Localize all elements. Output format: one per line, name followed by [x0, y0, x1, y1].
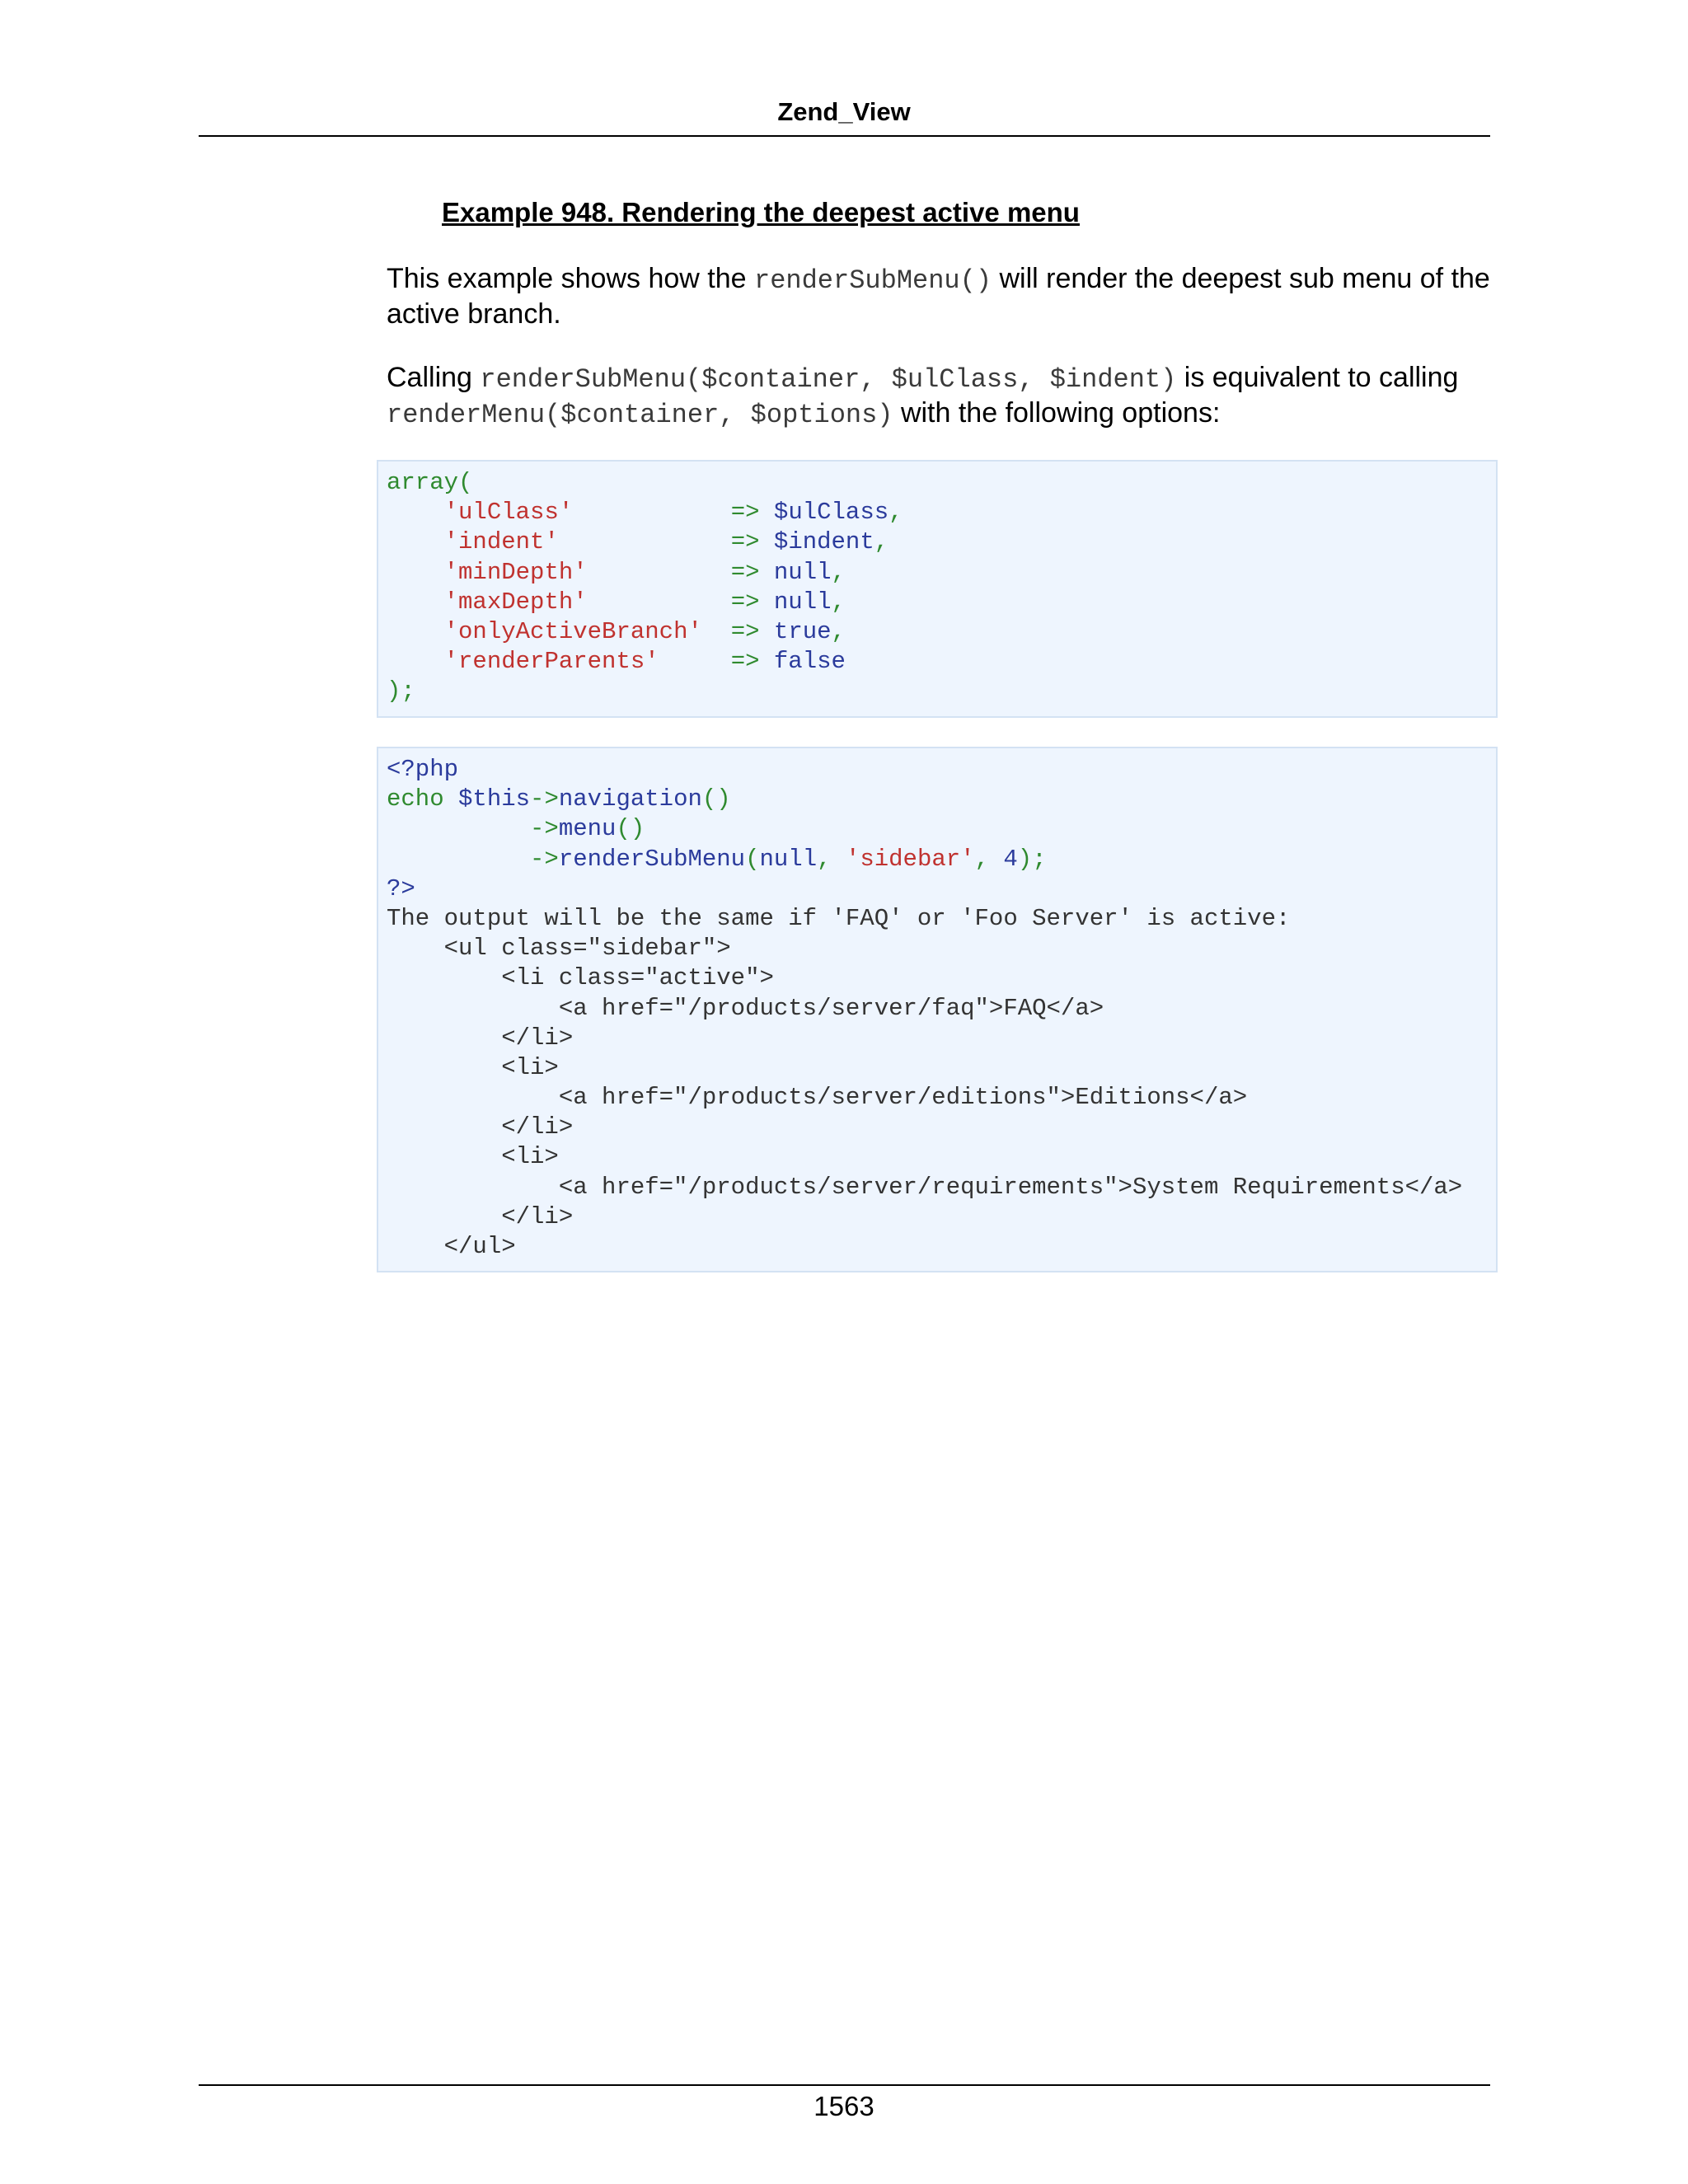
code-line: [387, 874, 1462, 904]
code-token: echo: [387, 785, 444, 813]
code-token: </ul>: [387, 1233, 516, 1260]
code-token: $this: [458, 785, 531, 813]
code-token: [387, 815, 530, 842]
code-token: [659, 648, 731, 675]
code-line: [387, 934, 1462, 963]
code-line: [387, 963, 1462, 993]
code-line: [387, 617, 903, 647]
code-token: <ul class="sidebar">: [387, 935, 731, 963]
code-token: ,: [874, 528, 889, 556]
header-divider: [199, 135, 1490, 137]
intro-text-after: will render the deepest sub menu of the active branch.: [387, 263, 1490, 330]
code-token: 'maxDepth': [443, 588, 588, 616]
code-token: null: [773, 558, 832, 586]
code-line: [387, 845, 1462, 874]
code-token: <a href="/products/server/faq">FAQ</a>: [387, 994, 1104, 1022]
code-token: [559, 528, 731, 555]
code-token: [760, 559, 774, 586]
code-token: navigation: [558, 785, 702, 813]
code-token: (): [616, 815, 645, 843]
code-token: (): [701, 785, 731, 813]
code-token: =>: [730, 499, 760, 527]
code-line: [387, 1173, 1462, 1202]
code-token: true: [773, 617, 832, 645]
code-token: 'renderParents': [443, 648, 659, 676]
code-token: The output will be the same if 'FAQ' or 'Foo Server' is active:: [387, 904, 1291, 932]
code-token: $indent: [773, 528, 874, 556]
code-token: </li>: [387, 1202, 574, 1230]
code-line: [387, 814, 1462, 844]
options-code-listing: [387, 468, 903, 707]
code-token: </li>: [387, 1024, 574, 1052]
equivalence-text-middle: is equivalent to calling: [1176, 362, 1459, 393]
code-line: [387, 1083, 1462, 1113]
code-line: [387, 558, 903, 588]
inline-code-rendersubmenu-call: renderSubMenu($container, $ulClass, $indent): [480, 364, 1177, 395]
code-line: [387, 1202, 1462, 1232]
code-line: [387, 755, 1462, 785]
code-token: ,: [889, 499, 903, 527]
intro-paragraph: [387, 262, 1491, 330]
code-token: ,: [817, 845, 846, 873]
code-token: ,: [831, 617, 846, 645]
code-token: =>: [730, 558, 760, 586]
code-token: [760, 618, 774, 645]
code-token: [387, 648, 444, 675]
code-line: [387, 994, 1462, 1024]
code-token: 'ulClass': [443, 499, 574, 527]
code-token: [760, 499, 774, 526]
equivalence-paragraph: [387, 361, 1491, 432]
code-token: [588, 588, 731, 616]
code-token: [387, 559, 444, 586]
code-token: [573, 499, 730, 526]
code-token: [588, 559, 731, 586]
code-token: =>: [730, 617, 760, 645]
equivalence-text-after: with the following options:: [893, 397, 1221, 429]
code-token: <li class="active">: [387, 964, 774, 992]
code-token: </li>: [387, 1113, 574, 1141]
code-line: [387, 468, 903, 498]
code-token: array(: [387, 469, 473, 496]
code-token: ->: [530, 845, 559, 873]
code-token: =>: [730, 528, 760, 556]
code-line: [387, 527, 903, 557]
example-title: Example 948. Rendering the deepest active menu: [442, 197, 1080, 227]
intro-text-before: This example shows how the: [387, 263, 754, 294]
code-token: ,: [974, 845, 1004, 873]
code-token: null: [759, 845, 818, 873]
running-header-title: Zend_View: [777, 97, 911, 126]
code-token: [387, 588, 444, 616]
code-line: [387, 588, 903, 617]
code-token: ,: [831, 588, 846, 616]
code-token: 'minDepth': [443, 558, 588, 586]
code-token: (: [745, 845, 760, 873]
code-line: [387, 785, 1462, 814]
code-token: menu: [558, 815, 617, 843]
code-token: [760, 528, 774, 555]
code-token: 'indent': [443, 528, 559, 556]
code-token: 4: [1003, 845, 1018, 873]
code-token: renderSubMenu: [558, 845, 746, 873]
inline-code-rendermenu-call: renderMenu($container, $options): [387, 400, 893, 430]
code-token: );: [1017, 845, 1047, 873]
code-token: [387, 528, 444, 555]
code-token: [387, 618, 444, 645]
code-line: [387, 647, 903, 677]
inline-code-rendersubmenu: renderSubMenu(): [753, 265, 992, 296]
code-token: ,: [831, 558, 846, 586]
code-token: <li>: [387, 1053, 559, 1081]
code-line: [387, 1232, 1462, 1262]
code-line: [387, 1113, 1462, 1142]
code-token: <?php: [387, 756, 459, 783]
code-token: $ulClass: [773, 499, 889, 527]
code-token: [760, 588, 774, 616]
example-code-listing: [387, 755, 1462, 1262]
code-token: <a href="/products/server/requirements">System Requirements</a>: [387, 1173, 1463, 1201]
code-token: ?>: [387, 874, 415, 902]
code-token: 'sidebar': [845, 845, 975, 873]
code-line: [387, 1142, 1462, 1172]
code-token: ->: [530, 785, 559, 813]
code-token: [760, 648, 774, 675]
code-token: =>: [730, 648, 760, 676]
page-number: 1563: [814, 2091, 874, 2121]
code-token: <a href="/products/server/editions">Editions</a>: [387, 1084, 1248, 1112]
code-line: [387, 1053, 1462, 1083]
footer-divider: [199, 2084, 1490, 2086]
code-line: [387, 904, 1462, 934]
code-token: [387, 499, 444, 526]
code-token: [444, 785, 458, 813]
code-token: );: [387, 677, 415, 705]
equivalence-text-before: Calling: [387, 362, 481, 393]
code-line: [387, 498, 903, 527]
code-token: [387, 846, 530, 873]
code-token: =>: [730, 588, 760, 616]
code-token: [702, 618, 731, 645]
code-line: [387, 1024, 1462, 1053]
code-token: 'onlyActiveBranch': [443, 617, 702, 645]
code-token: null: [773, 588, 832, 616]
code-token: <li>: [387, 1143, 559, 1171]
code-line: [387, 677, 903, 706]
code-token: ->: [530, 815, 559, 843]
code-token: false: [773, 648, 846, 676]
